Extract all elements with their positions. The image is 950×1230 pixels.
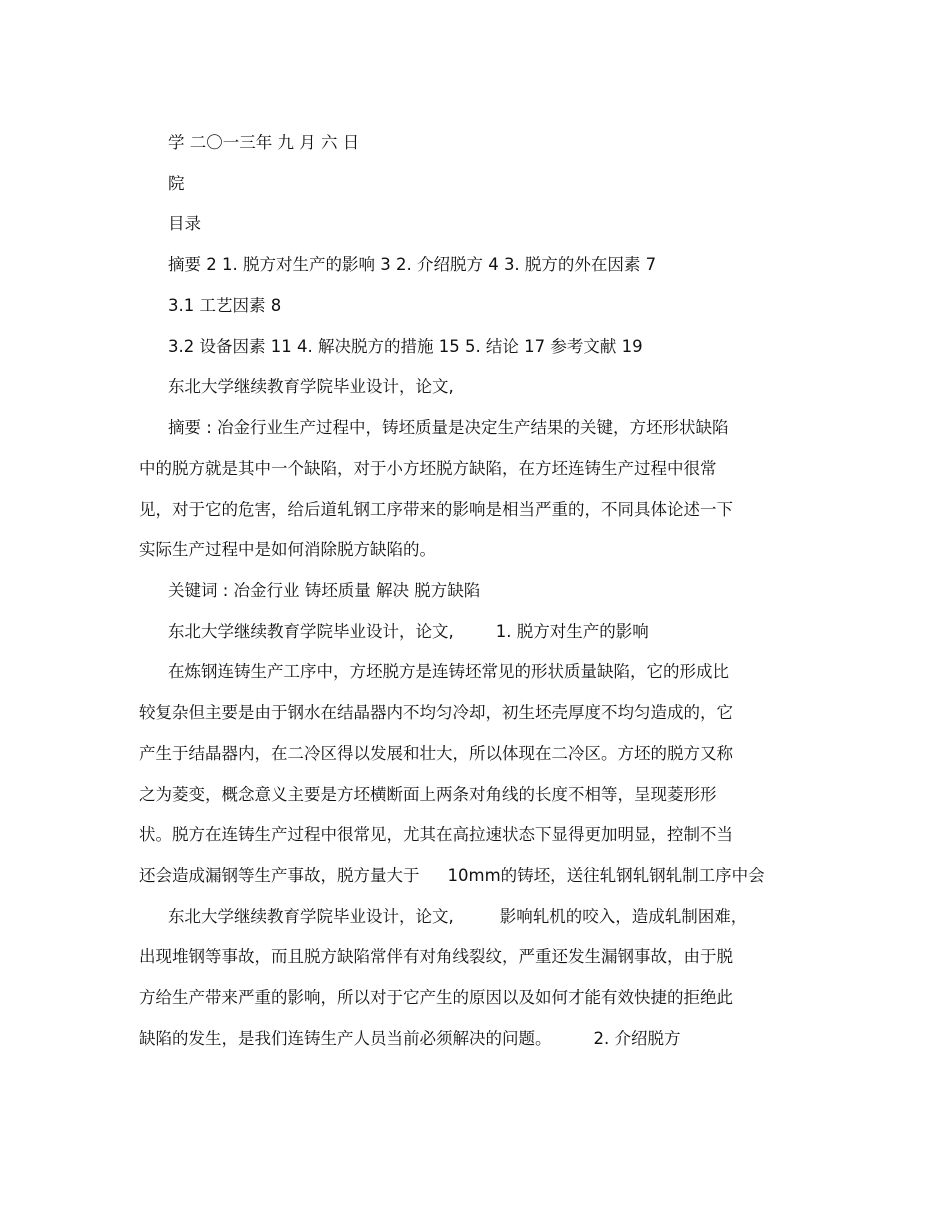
body-line: 在炼钢连铸生产工序中，方坯脱方是连铸坯常见的形状质量缺陷，它的形成比 xyxy=(168,662,729,681)
measurement-value: 10mm xyxy=(447,866,501,885)
date-line: 学 二〇一三年 九 月 六 日 xyxy=(168,133,360,152)
body-text: 缺陷的发生，是我们连铸生产人员当前必须解决的问题。 xyxy=(139,1029,552,1048)
toc-line: 3.1 工艺因素 8 xyxy=(168,296,282,315)
body-text: 还会造成漏钢等生产事故，脱方量大于 xyxy=(139,866,420,885)
abstract-line: 摘要 : 冶金行业生产过程中，铸坯质量是决定生产结果的关键，方坯形状缺陷 xyxy=(168,418,729,437)
abstract-line: 中的脱方就是其中一个缺陷，对于小方坯脱方缺陷，在方坯连铸生产过程中很常 xyxy=(139,459,717,478)
page-header: 东北大学继续教育学院毕业设计，论文, xyxy=(168,622,454,641)
toc-line: 3.2 设备因素 11 4. 解决脱方的措施 15 5. 结论 17 参考文献 19 xyxy=(168,337,643,356)
body-line: 状。脱方在连铸生产过程中很常见，尤其在高拉速状态下显得更加明显，控制不当 xyxy=(139,825,733,844)
body-line: 方给生产带来严重的影响，所以对于它产生的原因以及如何才能有效快捷的拒绝此 xyxy=(139,988,733,1007)
body-line: 产生于结晶器内，在二冷区得以发展和壮大，所以体现在二冷区。方坯的脱方又称 xyxy=(139,744,733,763)
toc-line: 摘要 2 1. 脱方对生产的影响 3 2. 介绍脱方 4 3. 脱方的外在因素 7 xyxy=(168,255,657,274)
body-line xyxy=(139,866,765,886)
page-header: 东北大学继续教育学院毕业设计，论文, xyxy=(168,377,454,396)
abstract-line: 见，对于它的危害，给后道轧钢工序带来的影响是相当严重的，不同具体论述一下 xyxy=(139,500,733,519)
institute-char: 院 xyxy=(168,174,185,193)
body-line: 较复杂但主要是由于钢水在结晶器内不均匀冷却，初生坯壳厚度不均匀造成的，它 xyxy=(139,703,733,722)
body-line xyxy=(139,1029,681,1049)
section-title: 1. 脱方对生产的影响 xyxy=(495,622,649,641)
body-text: 的铸坯，送往轧钢轧钢轧制工序中会 xyxy=(500,866,765,885)
page-header: 东北大学继续教育学院毕业设计，论文, xyxy=(168,907,454,926)
section-header-line xyxy=(168,907,747,927)
keywords-line: 关键词 : 冶金行业 铸坯质量 解决 脱方缺陷 xyxy=(168,581,481,600)
section-header-line xyxy=(168,622,649,642)
body-line: 之为菱变，概念意义主要是方坯横断面上两条对角线的长度不相等，呈现菱形形 xyxy=(139,785,717,804)
section-title: 2. 介绍脱方 xyxy=(593,1029,681,1048)
body-line: 出现堆钢等事故，而且脱方缺陷常伴有对角线裂纹，严重还发生漏钢事故，由于脱 xyxy=(139,947,733,966)
body-text: 影响轧机的咬入，造成轧制困难， xyxy=(499,907,748,926)
abstract-line: 实际生产过程中是如何消除脱方缺陷的。 xyxy=(139,540,436,559)
toc-heading: 目录 xyxy=(168,214,201,233)
